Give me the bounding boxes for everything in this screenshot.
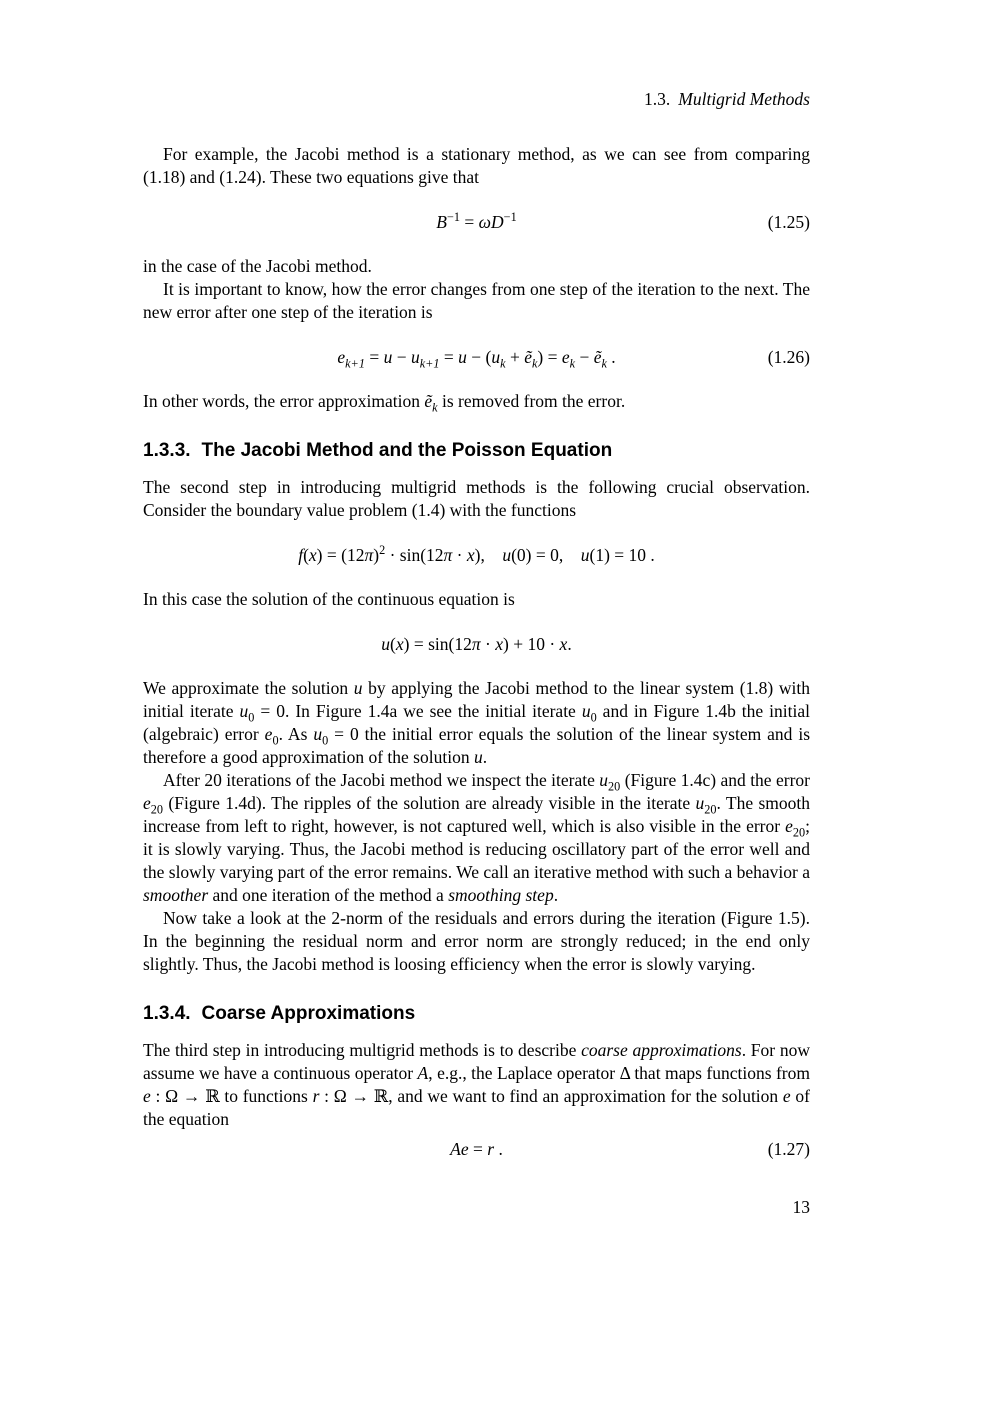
page-number: 13	[792, 1197, 810, 1217]
paragraph-second-step: The second step in introducing multigrid methods is the following crucial observation. Consider the boundary value problem (1.4) with the functions	[143, 477, 810, 520]
equation-1-25-body: $B^{-1} = \omega D^{-1}$	[436, 210, 517, 232]
paragraph-third-step: The third step in introducing multigrid methods is to describe coarse approximations. For now assume we have a continuous operator A, e.g., the Laplace operator Δ that maps functions from e : Ω → ℝ to functions r : Ω → ℝ, and we want to find an approximation for the solution e of the equation	[143, 1040, 810, 1129]
equation-1-26-body: $e_{k+1} = u - u_{k+1} = u - (u_k$ + ẽ$_k$) = $e_k$ − ẽ$_k$ .	[337, 347, 616, 371]
running-header-title: Multigrid Methods	[678, 89, 810, 109]
paragraph-in-other-words: In other words, the error approximation ẽ$_k$ is removed from the error.	[143, 391, 626, 415]
equation-u-x	[143, 631, 810, 657]
equation-1-27-tag: (1.27)	[767, 1139, 810, 1159]
paragraph-important-to-know: It is important to know, how the error changes from one step of the iteration to the next. The new error after one step of the iteration is	[143, 279, 810, 322]
equation-f-x	[143, 542, 810, 568]
section-title: The Jacobi Method and the Poisson Equation	[201, 440, 613, 461]
section-number: 1.3.3.	[143, 440, 191, 461]
section-number: 1.3.4.	[143, 1003, 191, 1024]
section-title: Coarse Approximations	[201, 1003, 416, 1024]
paragraph-for-example: For example, the Jacobi method is a stationary method, as we can see from comparing (1.18) and (1.24). These two equations give that	[143, 144, 810, 187]
equation-1-27-body: Ae = r .	[450, 1139, 503, 1159]
paragraph-now-take-a-look: Now take a look at the 2-norm of the residuals and errors during the iteration (Figure 1.5). In the beginning the residual norm and error norm are strongly reduced; in the end only slightly. Thus, the Jacobi method is loosing efficiency when the error is slowly varying.	[143, 908, 810, 974]
paragraph-we-approximate: We approximate the solution u by applying the Jacobi method to the linear system (1.8) with initial iterate $u_0 = 0$. In Figure 1.4a we see the initial iterate $u_0$ and in Figure 1.4b the initial (algebraic) error $e_0$. As $u_0 = 0$ the initial error equals the solution of the linear system and is therefore a good approximation of the solution u.	[143, 678, 811, 767]
running-header	[143, 88, 810, 111]
section-heading-1-3-3	[143, 438, 810, 463]
equation-1-27	[143, 1136, 810, 1162]
equation-1-26	[143, 344, 810, 370]
paragraph-in-the-case: in the case of the Jacobi method.	[143, 256, 372, 276]
running-header-section-number: 1.3.	[644, 89, 671, 109]
equation-f-x-body: $f(x) = (12\pi)^2 \cdot \sin(12\pi \cdot x)$, u(0) = 0, u(1) = 10 .	[298, 543, 655, 565]
text-column	[143, 88, 810, 1174]
equation-u-x-body: u(x) = sin(12π · x) + 10 · x.	[381, 634, 572, 654]
equation-1-25	[143, 209, 810, 235]
section-heading-1-3-4	[143, 1001, 810, 1026]
equation-1-26-tag: (1.26)	[767, 347, 810, 367]
paragraph-after-20-iterations: After 20 iterations of the Jacobi method we inspect the iterate $u_{20}$ (Figure 1.4c) and the error $e_{20}$ (Figure 1.4d). The ripples of the solution are already visible in the iterate $u_{20}$. The smooth increase from left to right, however, is not captured well, which is also visible in the error $e_{20}$; it is slowly varying. Thus, the Jacobi method is reducing oscillatory part of the error well and the slowly varying part of the error remains. We call an iterative method with such a behavior a smoother and one iteration of the method a smoothing step.	[143, 770, 810, 905]
equation-1-25-tag: (1.25)	[767, 212, 810, 232]
paragraph-in-this-case: In this case the solution of the continuous equation is	[143, 589, 515, 609]
